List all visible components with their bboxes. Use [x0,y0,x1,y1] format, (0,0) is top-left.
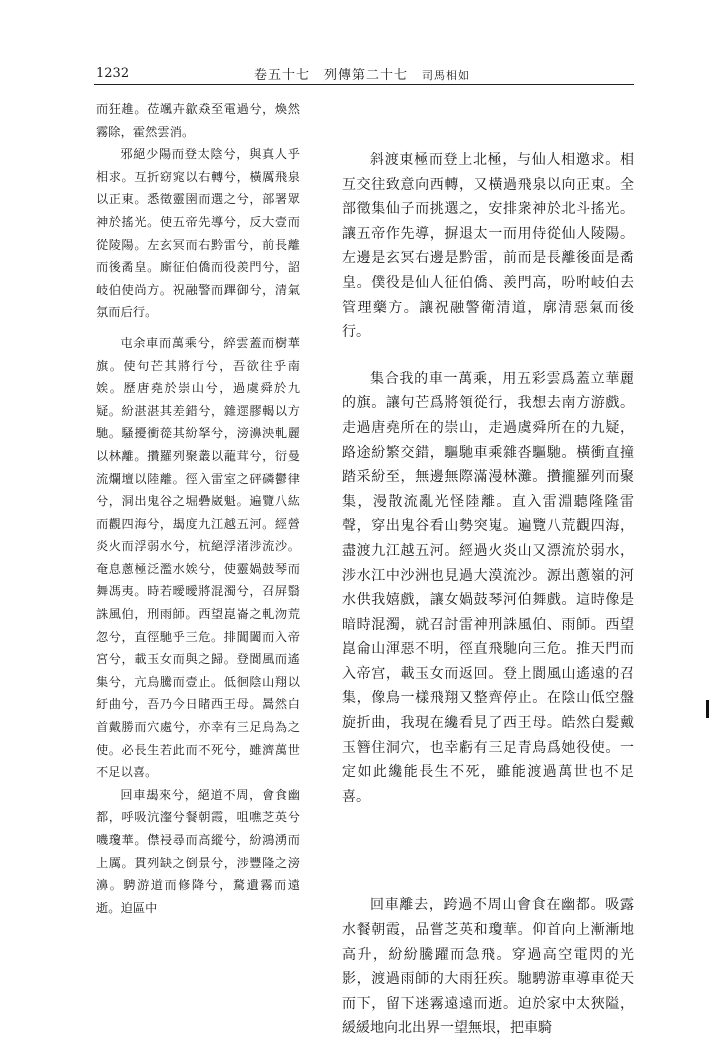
classical-text-column [96,98,300,919]
translation-paragraph-3: 回車離去，跨過不周山會食在幽都。吸露水餐朝霞，品嘗芝英和瓊華。仰首向上漸漸地高升，紛紛騰躍而急飛。穿過高空電閃的光影，渡過雨師的大雨狂疾。馳騁游車導車從天而下，留下迷霧遠遠而逝。迫於家中太狹隘，緩緩地向北出界一望無垠，把車騎 [342,897,634,1037]
header-rule [94,84,634,85]
classical-paragraph-2: 邪絕少陽而登太陰兮，與真人乎相求。互折窈窕以右轉兮，橫厲飛泉以正東。悉徵靈圉而選之兮，部署眾神於搖光。使五帝先導兮，反大壹而從陵陽。左玄冥而右黔雷兮，前長離而後矞皇。廝征伯僑而役羨門兮，詔岐伯使尚方。祝融警而蹕御兮，清氣氛而后行。 [96,147,300,320]
classical-paragraph-4: 回車朅來兮，絕道不周，會食幽都，呼吸沆瀣兮餐朝霞，咀噍芝英兮嘰瓊華。僸祲尋而高縱兮，紛鴻湧而上厲。貫列缺之倒景兮，涉豐隆之滂濞。騁游道而修降兮，騖遺霧而遠逝。迫區中 [96,787,300,915]
header-volume: 卷五十七 [254,68,311,83]
classical-paragraph-3: 屯余車而萬乘兮，綷雲蓋而樹華旗。使句芒其將行兮，吾欲往乎南娭。歷唐堯於崇山兮，過虞舜於九疑。紛湛湛其差錯兮，雜遝膠輵以方馳。騷擾衝蓯其紛拏兮，滂濞泱軋麗以林離。攢羅列聚叢以蘢茸兮，衍曼流爛壇以陸離。徑入雷室之砰磷鬱律兮，洞出鬼谷之堀礨崴魁。遍覽八紘而觀四海兮，朅度九江越五河。經營炎火而浮弱水兮，杭絕浮渚涉流沙。奄息蔥極泛濫水娭兮，使靈媧鼓琴而舞馮夷。時若曖曖將混濁兮，召屏翳誅風伯，刑雨師。西望崑崙之軋沕荒忽兮，直徑馳乎三危。排閶闔而入帝宮兮，載玉女而與之歸。登閬風而遙集兮，亢烏騰而壹止。低徊陰山翔以紆曲兮，吾乃今日睹西王母。暠然白首戴勝而穴處兮，亦幸有三足烏為之使。必長生若此而不死兮，雖濟萬世不足以喜。 [96,335,300,780]
classical-paragraph-1: 而狂趡。莅颯卉歙猋至電過兮，煥然霧除，霍然雲消。 [96,102,300,139]
running-header [254,64,470,83]
page-number: 1232 [96,66,130,81]
page-edge-mark [706,700,709,718]
translation-paragraph-1: 斜渡東極而登上北極，与仙人相邀求。相互交往致意向西轉，又橫過飛泉以向正東。全部徵集仙子而挑選之，安排衆神於北斗搖光。讓五帝作先導，摒退太一而用侍從仙人陵陽。左邊是玄冥右邊是黔雷，前而是長離後面是矞皇。僕役是仙人征伯僑、羨門高，吩咐岐伯去管理藥方。讓祝融警衛清道，廓清惡氣而後行。 [342,152,634,341]
header-section: 列傳第二十七 [324,68,409,83]
header-subject: 司馬相如 [422,69,471,82]
translation-paragraph-2: 集合我的車一萬乘，用五彩雲爲蓋立華麗的旗。讓句芒爲將領從行，我想去南方游戲。走過唐堯所在的崇山，走過虞舜所在的九疑，路途紛繁交錯，驅馳車乘雜沓驅馳。橫衝直撞踏采紛至，無邊無際滿漫林灘。攢攏羅列而聚集，漫散流亂光怪陸離。直入雷淵聽隆隆雷聲，穿出鬼谷看山勢突嵬。遍覽八荒觀四海，盡渡九江越五河。經過火炎山又漂流於弱水，涉水江中沙洲也見過大漠流沙。源出蔥嶺的河水供我嬉戲，讓女媧鼓琴河伯舞戲。這時像是暗時混濁，就召討雷神刑誅風伯、雨師。西望崑侖山渾惡不明，徑直飛馳向三危。推天門而入帝宫，載玉女而返回。登上閬風山遙遠的召集，像鳥一樣飛翔又整齊停止。在陰山低空盤旋折曲，我現在纔看見了西王母。皓然白髮戴玉簪住洞穴，也幸虧有三足青鳥爲她役使。一定如此纔能長生不死，雖能渡過萬世也不足喜。 [342,370,634,805]
translation-column [342,148,634,1041]
